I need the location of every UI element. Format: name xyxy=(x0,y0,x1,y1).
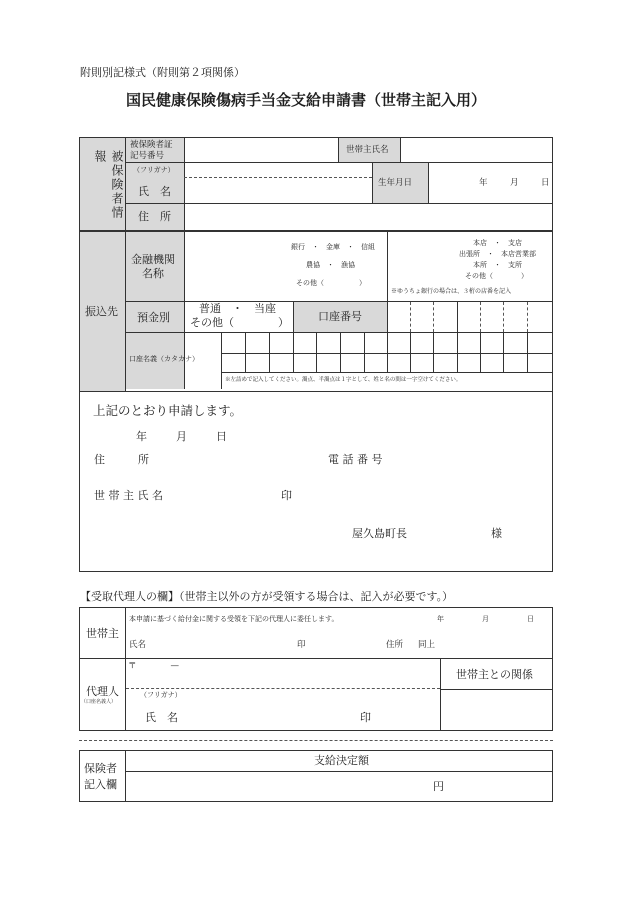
page-title: 国民健康保険傷病手当金支給申請書（世帯主記入用） xyxy=(126,91,487,109)
insurance-number-label: 被保険者証 記号番号 xyxy=(130,140,173,161)
amount-field[interactable] xyxy=(126,772,426,800)
kana-note: ※左詰めで記入してください。濁点、半濁点は１字として、姓と名の間は一字空けてください。 xyxy=(225,377,462,383)
yucho-note: ※ゆうちょ銀行の場合は、３桁の店番を記入 xyxy=(391,288,512,295)
delegation-year-unit: 年 xyxy=(437,615,444,623)
proxy-head-seal: 印 xyxy=(297,640,306,650)
branch-line2: 出張所 ・ 本店営業部 xyxy=(459,250,536,258)
account-holder-label: 口座名義（カタカナ） xyxy=(129,355,199,363)
amount-label: 支給決定額 xyxy=(314,754,369,767)
branch-line4: その他（ ） xyxy=(465,272,528,280)
delegation-text: 本申請に基づく給付金に関する受領を下記の代理人に委任します。 xyxy=(129,615,339,623)
declaration-head-name-label: 世 帯 主 氏 名 xyxy=(94,489,163,502)
branch-line3: 本所 ・ 支所 xyxy=(473,261,522,269)
declaration-address-field[interactable] xyxy=(170,450,320,468)
proxy-head-address-same: 同上 xyxy=(418,640,436,650)
agent-sublabel: （口座名義人） xyxy=(81,699,117,705)
declaration-box xyxy=(79,391,553,572)
proxy-head-label: 世帯主 xyxy=(86,627,119,640)
agent-label: 代理人 xyxy=(86,685,119,698)
deposit-type-options-1[interactable]: 普通 ・ 当座 xyxy=(199,302,276,315)
declaration-year-unit: 年 xyxy=(136,430,147,443)
institution-types-line3: その他（ ） xyxy=(296,279,366,287)
delegation-month-unit: 月 xyxy=(482,615,489,623)
agent-name-field[interactable] xyxy=(185,700,355,728)
account-holder-kana-grid[interactable] xyxy=(222,333,551,371)
branch-name-field[interactable] xyxy=(388,233,551,283)
deposit-type-label: 預金別 xyxy=(137,311,170,324)
branch-line1: 本店 ・ 支店 xyxy=(473,239,522,247)
dob-day-unit: 日 xyxy=(541,178,550,188)
account-number-label: 口座番号 xyxy=(318,310,362,323)
declaration-address-label: 住 所 xyxy=(94,453,149,466)
address-field[interactable] xyxy=(185,204,551,229)
honorific: 様 xyxy=(491,527,502,540)
institution-name-field[interactable] xyxy=(185,233,385,300)
dob-year-unit: 年 xyxy=(479,178,488,188)
declaration-day-unit: 日 xyxy=(216,430,227,443)
dob-month-unit: 月 xyxy=(510,178,519,188)
proxy-head-address-label: 住所 xyxy=(386,640,404,650)
agent-address-field[interactable] xyxy=(140,660,438,686)
institution-types-line2: 農協 ・ 漁協 xyxy=(306,261,355,269)
declaration-statement: 上記のとおり申請します。 xyxy=(93,403,243,418)
proxy-section-title: 【受取代理人の欄】（世帯主以外の方が受領する場合は、記入が必要です。） xyxy=(80,590,454,603)
postal-mark: 〒 — xyxy=(128,661,180,671)
declaration-month-unit: 月 xyxy=(176,430,187,443)
name-field[interactable] xyxy=(185,163,371,202)
institution-types-line1: 銀行 ・ 金庫 ・ 信組 xyxy=(291,243,375,251)
delegation-day-unit: 日 xyxy=(527,615,534,623)
head-name-field[interactable] xyxy=(401,139,551,161)
cut-line xyxy=(79,740,553,741)
dob-label: 生年月日 xyxy=(378,178,413,188)
name-label: 氏 名 xyxy=(138,185,171,198)
mayor-label: 屋久島町長 xyxy=(352,527,407,540)
account-number-field[interactable] xyxy=(388,303,551,331)
agent-seal: 印 xyxy=(360,711,371,724)
head-name-label: 世帯主氏名 xyxy=(346,145,389,155)
proxy-head-name-label: 氏名 xyxy=(129,640,147,650)
address-label: 住 所 xyxy=(138,210,171,223)
declaration-head-name-field[interactable] xyxy=(170,486,275,504)
dob-field[interactable] xyxy=(429,163,551,202)
declaration-phone-field[interactable] xyxy=(395,450,545,468)
relation-field[interactable] xyxy=(441,690,551,729)
deposit-type-options-2[interactable]: その他（ ） xyxy=(190,316,289,329)
insurance-number-field[interactable] xyxy=(185,139,337,161)
declaration-phone-label: 電 話 番 号 xyxy=(328,453,383,466)
proxy-head-name-field[interactable] xyxy=(148,636,288,654)
agent-furigana-label: （フリガナ） xyxy=(140,691,182,699)
yen-unit: 円 xyxy=(433,780,444,793)
declaration-seal: 印 xyxy=(281,489,292,502)
form-reference: 附則別記様式（附則第２項関係） xyxy=(80,66,245,79)
transfer-section-label: 振込先 xyxy=(85,305,118,318)
insured-section-label: 被保険者情報 xyxy=(93,150,124,220)
agent-name-label: 氏 名 xyxy=(145,711,178,724)
insurer-label: 保険者 記入欄 xyxy=(84,762,117,791)
furigana-label: （フリガナ） xyxy=(133,166,175,174)
institution-label: 金融機関 名称 xyxy=(131,253,175,280)
relation-label: 世帯主との関係 xyxy=(456,668,533,681)
